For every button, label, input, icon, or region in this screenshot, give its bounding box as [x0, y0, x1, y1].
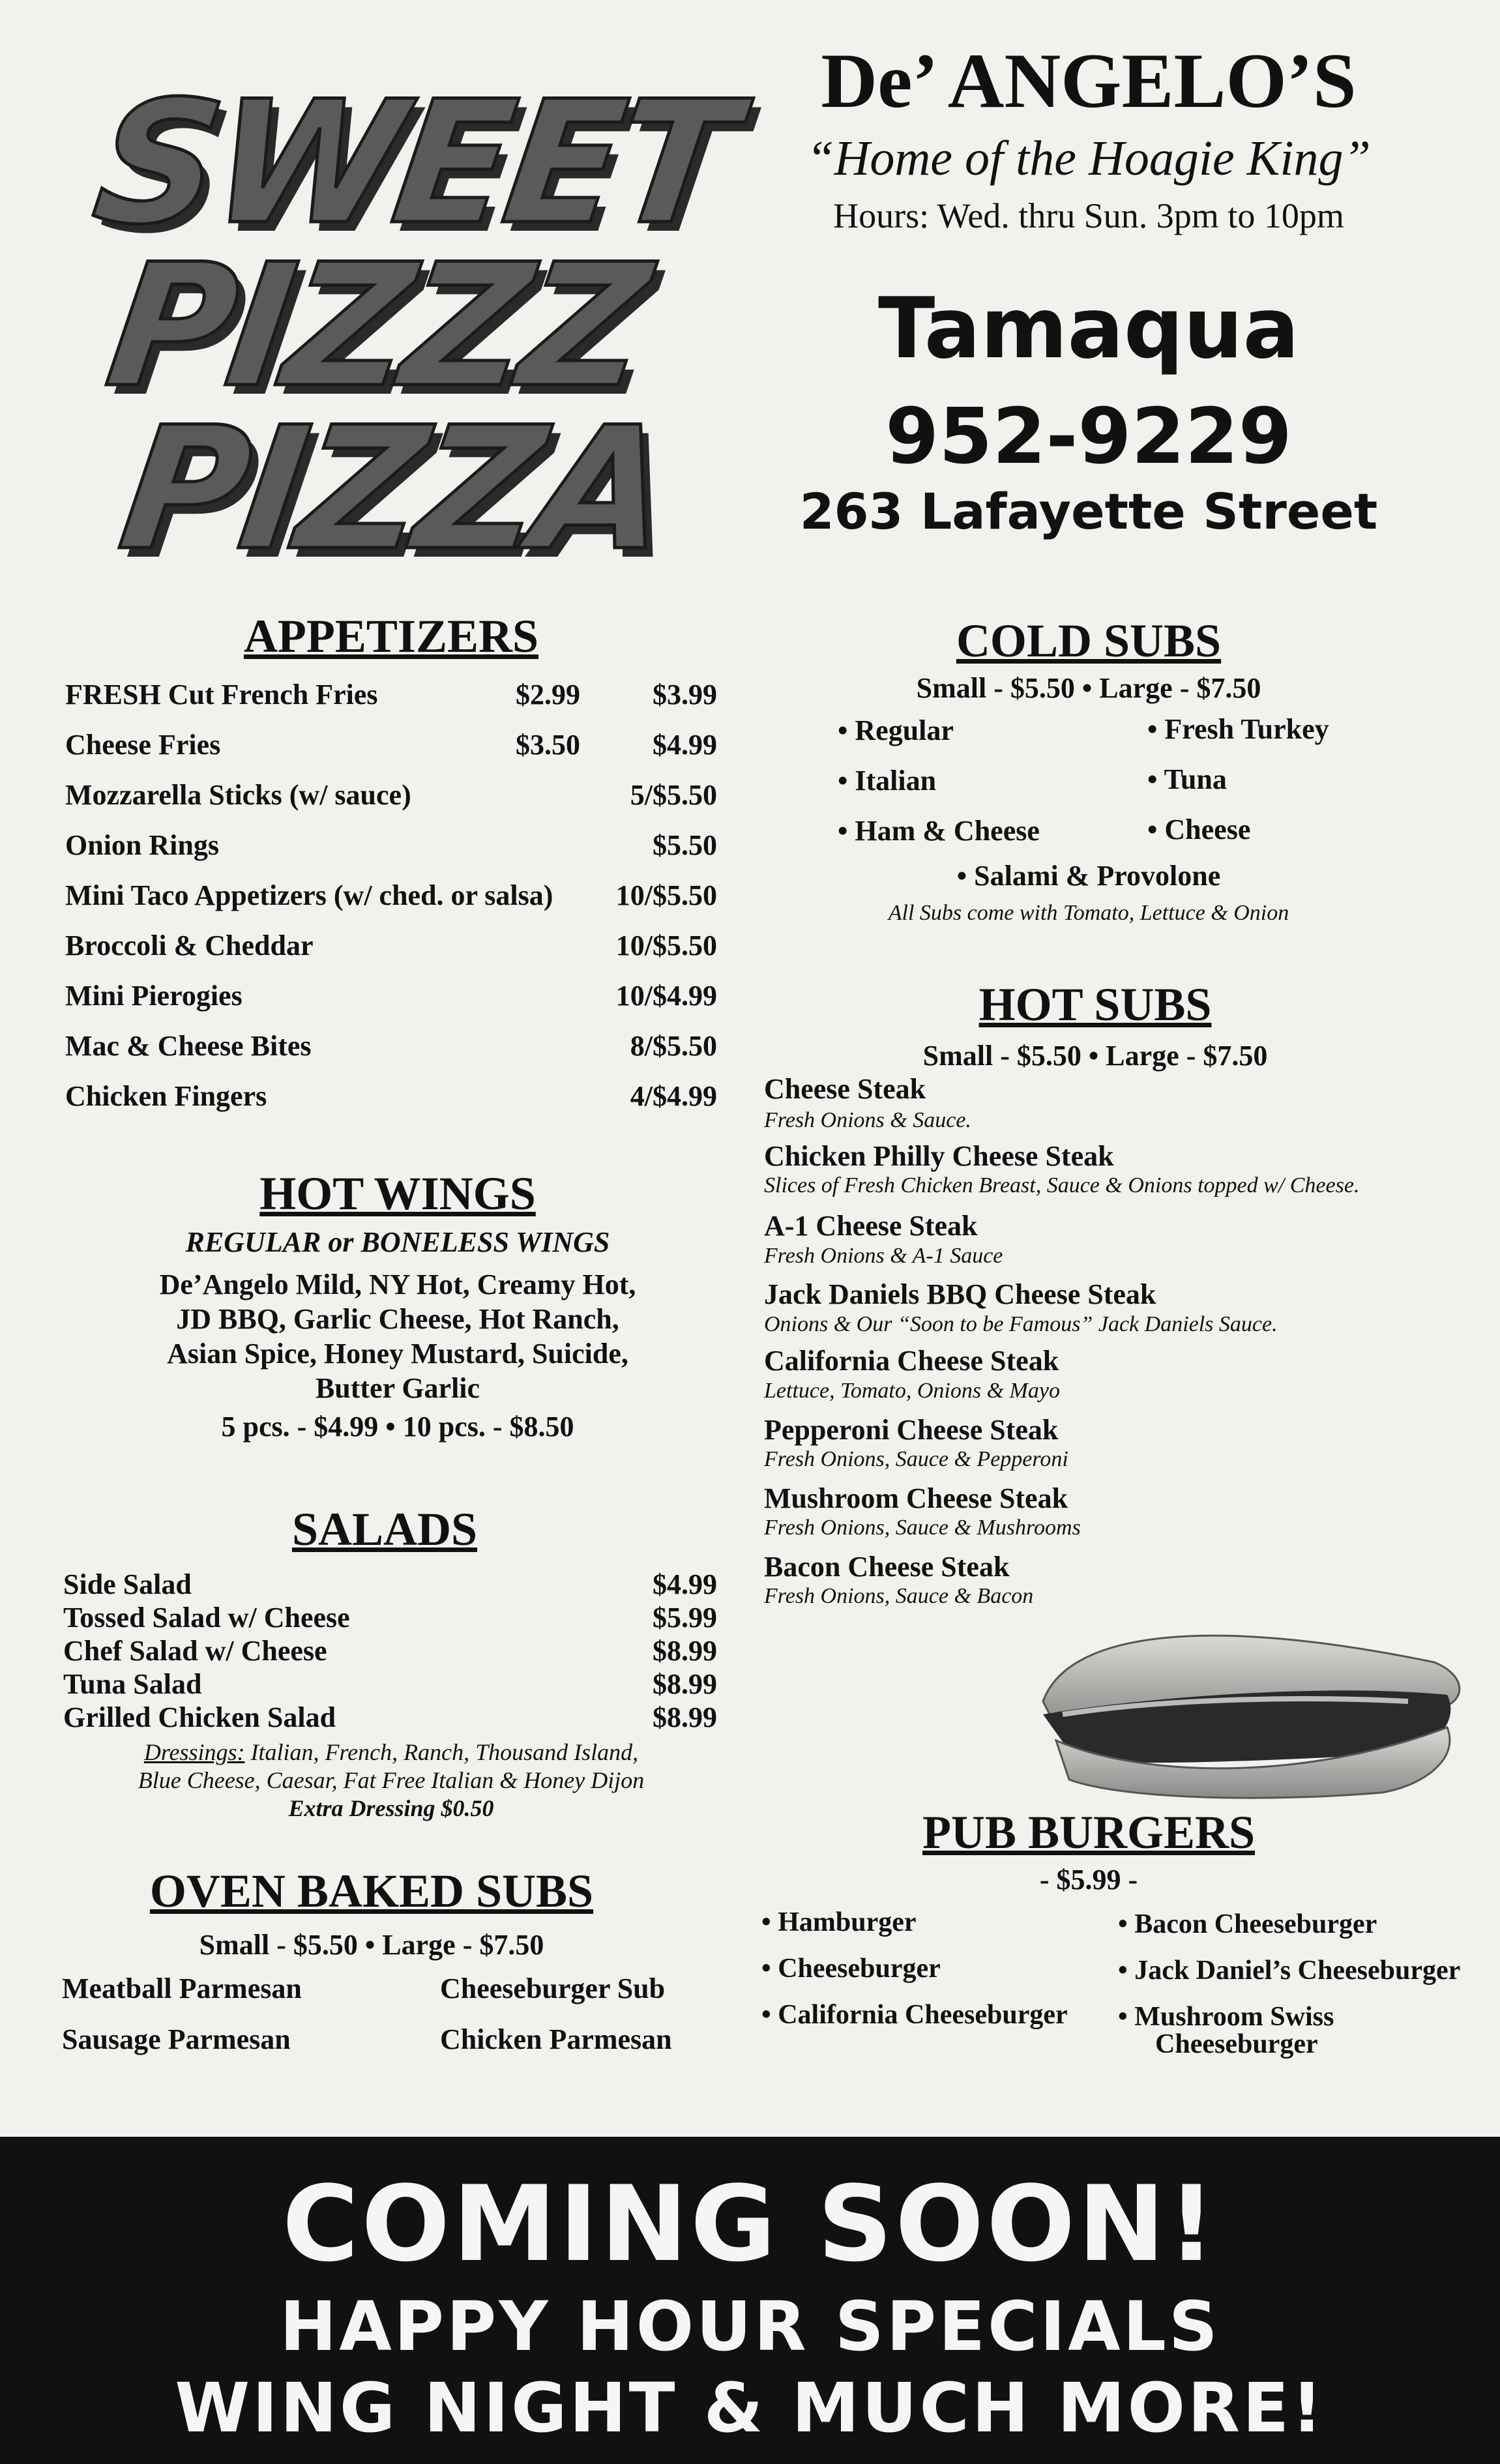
list-item: Pepperoni Cheese Steak — [764, 1414, 1059, 1446]
hot-wings-subtitle: REGULAR or BONELESS WINGS — [185, 1226, 610, 1258]
oven-baked-title: OVEN BAKED SUBS — [149, 1865, 594, 1917]
list-item: Mac & Cheese Bites — [65, 1030, 312, 1062]
banner-line-3: WING NIGHT & MUCH MORE! — [175, 2368, 1325, 2448]
list-item: Grilled Chicken Salad — [63, 1701, 336, 1733]
street-address: 263 Lafayette Street — [799, 482, 1378, 540]
list-item: • Jack Daniel’s Cheeseburger — [1118, 1956, 1461, 1986]
hot-wings-flavors-3: Asian Spice, Honey Mustard, Suicide, — [167, 1338, 628, 1370]
dressings-line-1 — [65, 1738, 717, 1766]
price: $8.99 — [653, 1635, 717, 1667]
item-description: Fresh Onions & Sauce. — [764, 1108, 971, 1132]
list-item: Tuna Salad — [63, 1668, 202, 1700]
item-description: Slices of Fresh Chicken Breast, Sauce & Onions topped w/ Cheese. — [764, 1173, 1360, 1197]
item-description: Fresh Onions, Sauce & Bacon — [764, 1584, 1034, 1608]
banner-headline: COMING SOON! — [282, 2163, 1218, 2285]
item-description: Fresh Onions, Sauce & Mushrooms — [764, 1516, 1081, 1540]
price: $8.99 — [653, 1668, 717, 1700]
list-item: Sausage Parmesan — [62, 2023, 291, 2055]
list-item: FRESH Cut French Fries — [65, 679, 378, 711]
price-large: 10/$5.50 — [615, 879, 717, 911]
list-item: • Regular — [838, 714, 954, 746]
list-item: Mini Taco Appetizers (w/ ched. or salsa) — [65, 879, 553, 911]
list-item: Cheese Steak — [764, 1073, 926, 1105]
logo-word-2: PIZZZ — [96, 228, 655, 425]
restaurant-logo — [83, 65, 742, 588]
hot-wings-pricing: 5 pcs. - $4.99 • 10 pcs. - $8.50 — [221, 1411, 574, 1443]
list-item: • Hamburger — [761, 1907, 917, 1937]
list-item: Cheeseburger Sub — [440, 1973, 666, 2004]
salads-title: SALADS — [291, 1503, 478, 1555]
restaurant-name: De’ ANGELO’S — [821, 37, 1357, 124]
list-item: Broccoli & Cheddar — [65, 930, 314, 961]
list-item: Meatball Parmesan — [62, 1973, 302, 2004]
list-item: • Ham & Cheese — [838, 815, 1040, 847]
hot-wings-title: HOT WINGS — [259, 1167, 536, 1220]
dressings-line-2: Blue Cheese, Caesar, Fat Free Italian & Honey Dijon — [138, 1767, 645, 1793]
list-item: Chef Salad w/ Cheese — [63, 1635, 327, 1667]
item-description: Lettuce, Tomato, Onions & Mayo — [764, 1379, 1060, 1403]
list-item: Onion Rings — [65, 829, 219, 861]
oven-baked-pricing: Small - $5.50 • Large - $7.50 — [199, 1929, 544, 1961]
list-item: Mozzarella Sticks (w/ sauce) — [65, 779, 411, 811]
hot-wings-flavors-1: De’Angelo Mild, NY Hot, Creamy Hot, — [159, 1269, 636, 1300]
list-item: • Italian — [838, 765, 937, 797]
list-item: Chicken Parmesan — [440, 2023, 672, 2055]
hot-subs-pricing: Small - $5.50 • Large - $7.50 — [922, 1040, 1268, 1072]
list-item: Tossed Salad w/ Cheese — [63, 1602, 350, 1634]
price-large: $3.99 — [653, 679, 717, 711]
list-item: • Tuna — [1147, 763, 1227, 795]
pub-burgers-price: - $5.99 - — [1039, 1864, 1138, 1896]
list-item: Cheese Fries — [65, 729, 221, 761]
logo-word-1: SWEET — [83, 65, 742, 262]
appetizers-title: APPETIZERS — [243, 610, 539, 662]
list-item: Side Salad — [63, 1568, 192, 1600]
price-large: 5/$5.50 — [630, 779, 717, 811]
pub-burgers-title: PUB BURGERS — [922, 1806, 1256, 1858]
list-item: • Bacon Cheeseburger — [1118, 1909, 1377, 1939]
tagline: “Home of the Hoagie King” — [806, 131, 1371, 186]
price-small: $3.50 — [516, 729, 580, 761]
list-item: Chicken Philly Cheese Steak — [764, 1140, 1114, 1172]
cold-subs-last: • Salami & Provolone — [956, 860, 1221, 892]
phone-number: 952-9229 — [885, 391, 1292, 481]
town: Tamaqua — [877, 280, 1300, 377]
list-item: A-1 Cheese Steak — [764, 1210, 978, 1242]
list-item: • Mushroom Swiss — [1118, 2002, 1334, 2032]
list-item: • Cheese — [1147, 814, 1251, 845]
list-item: Jack Daniels BBQ Cheese Steak — [764, 1278, 1156, 1310]
price-large: 4/$4.99 — [630, 1080, 717, 1112]
price-small: $2.99 — [516, 679, 580, 711]
item-description: Onions & Our “Soon to be Famous” Jack Daniels Sauce. — [764, 1312, 1278, 1336]
coming-soon-banner — [0, 2137, 1500, 2464]
price-large: 10/$4.99 — [615, 980, 717, 1012]
dressings-list-1: Italian, French, Ranch, Thousand Island, — [244, 1739, 639, 1765]
price-large: $5.50 — [653, 829, 717, 861]
price: $5.99 — [653, 1602, 717, 1634]
logo-word-3: PIZZA — [110, 391, 676, 588]
list-item: California Cheese Steak — [764, 1345, 1059, 1377]
hours: Hours: Wed. thru Sun. 3pm to 10pm — [833, 196, 1344, 235]
list-item: • Cheeseburger — [761, 1954, 941, 1984]
price-large: 10/$5.50 — [615, 930, 717, 961]
list-item: Chicken Fingers — [65, 1080, 267, 1112]
list-item: • California Cheeseburger — [761, 2000, 1068, 2030]
cheesesteak-sub-image — [1017, 1604, 1473, 1806]
cold-subs-title: COLD SUBS — [956, 615, 1222, 667]
list-item: Mini Pierogies — [65, 980, 243, 1012]
cold-subs-pricing: Small - $5.50 • Large - $7.50 — [916, 672, 1261, 704]
list-item: Mushroom Cheese Steak — [764, 1482, 1068, 1514]
banner-line-2: HAPPY HOUR SPECIALS — [280, 2287, 1220, 2366]
hot-subs-title: HOT SUBS — [978, 978, 1212, 1031]
price-large: 8/$5.50 — [630, 1030, 717, 1062]
extra-dressing: Extra Dressing $0.50 — [288, 1795, 494, 1821]
list-item: Bacon Cheese Steak — [764, 1551, 1010, 1583]
list-item-continued: Cheeseburger — [1155, 2029, 1318, 2059]
price: $8.99 — [653, 1701, 717, 1733]
price: $4.99 — [653, 1568, 717, 1600]
dressings-label: Dressings: — [143, 1739, 245, 1765]
hot-wings-flavors-4: Butter Garlic — [315, 1372, 480, 1404]
item-description: Fresh Onions, Sauce & Pepperoni — [764, 1447, 1068, 1471]
item-description: Fresh Onions & A-1 Sauce — [764, 1244, 1003, 1268]
list-item: • Fresh Turkey — [1147, 713, 1329, 745]
cold-subs-note: All Subs come with Tomato, Lettuce & Onion — [888, 901, 1289, 925]
price-large: $4.99 — [653, 729, 717, 761]
hot-wings-flavors-2: JD BBQ, Garlic Cheese, Hot Ranch, — [176, 1303, 619, 1335]
